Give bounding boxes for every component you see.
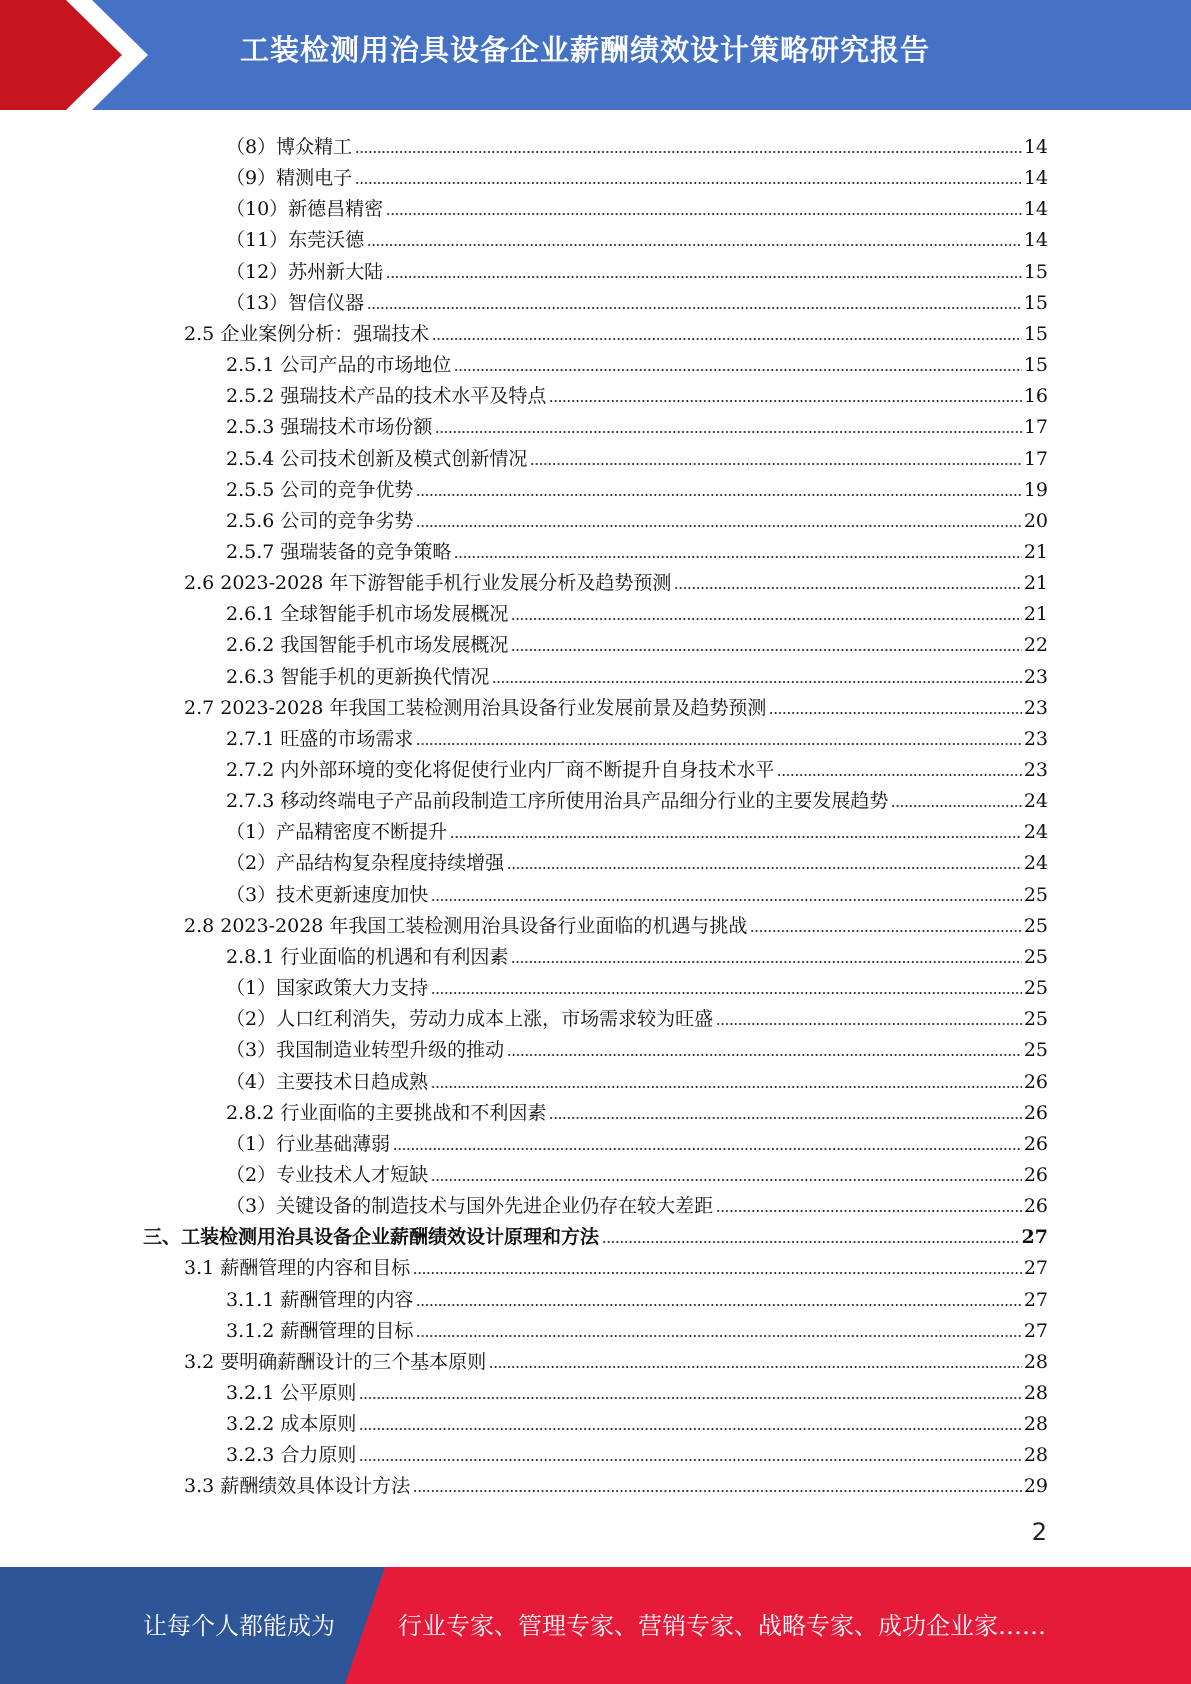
toc-entry-label: （11）东莞沃德 [226,229,365,252]
toc-dot-leader [511,960,1021,964]
toc-entry-label: （13）智信仪器 [226,291,365,314]
toc-dot-leader [431,1085,1022,1089]
toc-entry-label: 3.1.2 薪酬管理的目标 [226,1319,414,1342]
toc-entry-page: 24 [1023,852,1048,875]
toc-entry-page: 27 [1023,1319,1048,1342]
toc-entry[interactable] [226,1000,1048,1031]
toc-entry[interactable] [226,938,1048,969]
toc-entry[interactable] [226,969,1048,1000]
toc-entry-page: 25 [1023,977,1048,1000]
toc-entry-label: 2.7 2023-2028 年我国工装检测用治具设备行业发展前景及趋势预测 [184,696,767,719]
toc-dot-leader [435,430,1021,434]
toc-dot-leader [359,1427,1021,1431]
toc-entry-label: 2.6.3 智能手机的更新换代情况 [226,665,490,688]
toc-dot-leader [507,866,1022,870]
toc-entry[interactable] [184,689,1048,720]
toc-entry[interactable] [226,626,1048,657]
toc-entry[interactable] [226,720,1048,751]
toc-entry[interactable] [226,408,1048,439]
toc-entry[interactable] [226,1063,1048,1094]
toc-entry[interactable] [184,1343,1048,1374]
toc-entry-label: （9）精测电子 [226,167,353,190]
toc-entry-label: （2）专业技术人才短缺 [226,1163,429,1186]
toc-entry-page: 17 [1023,447,1048,470]
toc-dot-leader [750,929,1021,933]
toc-entry[interactable] [226,1125,1048,1156]
toc-dot-leader [454,368,1021,372]
toc-entry-page: 24 [1023,790,1048,813]
report-title: 工装检测用治具设备企业薪酬绩效设计策略研究报告 [240,33,931,67]
toc-entry[interactable] [226,533,1048,564]
toc-entry[interactable] [226,377,1048,408]
page-number: 2 [1031,1518,1047,1546]
toc-entry-page: 15 [1023,354,1048,377]
toc-dot-leader [489,1365,1022,1369]
toc-entry-label: 2.8 2023-2028 年我国工装检测用治具设备行业面临的机遇与挑战 [184,914,748,937]
toc-entry-page: 23 [1023,696,1048,719]
toc-dot-leader [359,1396,1021,1400]
toc-entry[interactable] [184,1249,1048,1280]
toc-entry-label: 2.7.2 内外部环境的变化将促使行业内厂商不断提升自身技术水平 [226,759,775,781]
toc-entry-label: （3）我国制造业转型升级的推动 [226,1039,505,1062]
toc-dot-leader [674,586,1021,590]
toc-entry-page: 26 [1023,1101,1048,1124]
toc-entry-label: 2.5.6 公司的竞争劣势 [226,509,414,532]
toc-entry[interactable] [226,159,1048,190]
toc-dot-leader [413,1271,1022,1275]
toc-dot-leader [386,212,1022,216]
toc-entry-label: 2.6.2 我国智能手机市场发展概况 [226,634,509,657]
toc-dot-leader [450,835,1022,839]
toc-entry[interactable] [226,782,1048,813]
toc-entry[interactable] [184,315,1048,346]
toc-entry-page: 14 [1023,167,1048,190]
toc-dot-leader [716,1209,1022,1213]
toc-entry-page: 26 [1023,1195,1048,1218]
toc-dot-leader [367,306,1022,310]
toc-entry[interactable] [226,1436,1048,1467]
toc-entry-label: 3.2.1 公平原则 [226,1382,357,1404]
toc-entry-page: 22 [1023,634,1048,657]
toc-entry-page: 25 [1023,883,1048,906]
toc-entry-page: 24 [1023,821,1048,844]
toc-entry[interactable] [226,221,1048,252]
toc-entry[interactable] [226,128,1048,159]
toc-entry-label: 2.7.3 移动终端电子产品前段制造工序所使用治具产品细分行业的主要发展趋势 [226,790,889,813]
toc-entry-page: 20 [1023,509,1048,532]
toc-entry-label: 2.5 企业案例分析：强瑞技术 [184,322,430,345]
toc-dot-leader [431,1178,1022,1182]
toc-entry-page: 26 [1023,1070,1048,1093]
toc-entry[interactable] [226,813,1048,844]
toc-dot-leader [416,1303,1021,1307]
toc-entry[interactable] [226,253,1048,284]
toc-dot-leader [367,243,1022,247]
toc-entry[interactable] [226,1187,1048,1218]
toc-entry[interactable] [226,751,1048,782]
toc-entry[interactable] [184,564,1048,595]
footer-slogan-left: 让每个人都能成为 [143,1612,335,1640]
toc-entry-label: （3）技术更新速度加快 [226,883,429,906]
toc-dot-leader [431,991,1022,995]
toc-entry-page: 17 [1023,416,1048,439]
toc-dot-leader [416,742,1021,746]
toc-dot-leader [530,462,1021,466]
toc-entry-label: 2.5.7 强瑞装备的竞争策略 [226,540,452,563]
toc-dot-leader [507,1053,1022,1057]
toc-entry-page: 25 [1023,1008,1048,1031]
toc-entry-label: 三、工装检测用治具设备企业薪酬绩效设计原理和方法 [143,1226,600,1249]
toc-entry-page: 28 [1023,1444,1048,1467]
toc-entry-page: 26 [1023,1163,1048,1186]
page-footer [0,1567,1191,1684]
toc-entry[interactable] [226,844,1048,875]
toc-dot-leader [511,648,1021,652]
toc-entry[interactable] [226,876,1048,907]
toc-entry-label: （4）主要技术日趋成熟 [226,1070,429,1093]
toc-dot-leader [431,898,1022,902]
page-header [0,0,1191,110]
toc-dot-leader [413,1489,1022,1493]
toc-entry[interactable] [226,1405,1048,1436]
toc-entry-label: 2.5.1 公司产品的市场地位 [226,354,452,377]
toc-entry-page: 25 [1023,945,1048,968]
toc-entry[interactable] [226,1094,1048,1125]
toc-entry-label: 3.2 要明确薪酬设计的三个基本原则 [184,1350,487,1373]
toc-entry-page: 25 [1023,914,1048,937]
footer-slogan-right: 行业专家、管理专家、营销专家、战略专家、成功企业家…… [398,1612,1046,1640]
toc-entry-page: 14 [1023,198,1048,221]
toc-entry-label: 2.8.2 行业面临的主要挑战和不利因素 [226,1101,547,1124]
toc-entry-page: 21 [1023,572,1048,595]
toc-entry[interactable] [184,907,1048,938]
toc-entry[interactable] [226,658,1048,689]
toc-entry-page: 27 [1023,1288,1048,1311]
toc-entry-label: 2.8.1 行业面临的机遇和有利因素 [226,945,509,968]
toc-dot-leader [511,617,1021,621]
toc-entry-label: （2）人口红利消失，劳动力成本上涨，市场需求较为旺盛 [226,1008,714,1031]
toc-entry-page: 23 [1023,727,1048,750]
toc-entry-page: 28 [1023,1350,1048,1373]
toc-entry-label: （12）苏州新大陆 [226,260,384,283]
toc-entry-page: 29 [1023,1475,1048,1498]
toc-entry-page: 27 [1021,1226,1048,1249]
toc-entry-page: 15 [1023,291,1048,314]
toc-dot-leader [602,1240,1020,1244]
toc-dot-leader [454,555,1021,559]
toc-dot-leader [416,493,1021,497]
toc-entry-page: 23 [1023,665,1048,688]
toc-entry-label: 2.6 2023-2028 年下游智能手机行业发展分析及趋势预测 [184,572,672,595]
toc-entry-page: 19 [1023,478,1048,501]
toc-entry[interactable] [226,190,1048,221]
toc-entry-label: 2.5.4 公司技术创新及模式创新情况 [226,447,528,470]
toc-entry[interactable] [226,1374,1048,1405]
toc-entry[interactable] [226,502,1048,533]
toc-entry-page: 23 [1023,759,1048,781]
toc-entry-label: 3.3 薪酬绩效具体设计方法 [184,1475,411,1498]
toc-dot-leader [716,1022,1022,1026]
toc-entry-label: （10）新德昌精密 [226,198,384,221]
toc-entry-label: （1）产品精密度不断提升 [226,821,448,844]
toc-entry-page: 21 [1023,603,1048,626]
toc-entry-label: （3）关键设备的制造技术与国外先进企业仍存在较大差距 [226,1195,714,1218]
toc-entry[interactable] [226,346,1048,377]
toc-entry[interactable] [226,440,1048,471]
toc-entry-page: 15 [1023,322,1048,345]
toc-entry-label: 2.5.3 强瑞技术市场份额 [226,416,433,439]
toc-entry-page: 14 [1023,229,1048,252]
toc-entry-page: 14 [1023,136,1048,158]
toc-entry-label: 3.2.3 合力原则 [226,1444,357,1467]
toc-dot-leader [386,275,1022,279]
toc-entry-page: 16 [1023,385,1048,408]
toc-entry[interactable] [226,1031,1048,1062]
toc-dot-leader [891,804,1021,808]
toc-entry-label: 3.1.1 薪酬管理的内容 [226,1288,414,1311]
toc-dot-leader [416,1334,1021,1338]
toc-entry-label: 2.5.5 公司的竞争优势 [226,478,414,501]
toc-entry[interactable] [184,1467,1048,1498]
toc-entry-label: 2.7.1 旺盛的市场需求 [226,727,414,750]
toc-entry-label: （2）产品结构复杂程度持续增强 [226,852,505,875]
toc-entry[interactable] [226,1156,1048,1187]
toc-entry-label: 2.6.1 全球智能手机市场发展概况 [226,603,509,626]
toc-dot-leader [549,399,1021,403]
toc-entry-page: 27 [1023,1257,1048,1280]
toc-dot-leader [549,1116,1021,1120]
toc-entry-label: （1）行业基础薄弱 [226,1132,391,1155]
toc-dot-leader [416,524,1021,528]
toc-entry[interactable] [226,1312,1048,1343]
toc-entry-page: 28 [1023,1382,1048,1404]
toc-entry-page: 28 [1023,1413,1048,1436]
toc-entry-page: 15 [1023,260,1048,283]
toc-entry-page: 21 [1023,540,1048,563]
toc-entry-label: （8）博众精工 [226,136,353,158]
toc-entry[interactable] [226,1281,1048,1312]
toc-entry-label: （1）国家政策大力支持 [226,977,429,1000]
toc-dot-leader [769,711,1021,715]
toc-dot-leader [393,1147,1022,1151]
toc-entry-label: 2.5.2 强瑞技术产品的技术水平及特点 [226,385,547,408]
toc-entry[interactable] [143,1218,1048,1249]
toc-entry-label: 3.1 薪酬管理的内容和目标 [184,1257,411,1280]
toc-entry-page: 26 [1023,1132,1048,1155]
toc-dot-leader [777,773,1021,777]
toc-entry-label: 3.2.2 成本原则 [226,1413,357,1436]
toc-dot-leader [355,181,1022,185]
toc-dot-leader [492,680,1021,684]
toc-dot-leader [432,337,1022,341]
toc-entry[interactable] [226,284,1048,315]
toc-entry[interactable] [226,471,1048,502]
toc-entry[interactable] [226,595,1048,626]
toc-dot-leader [355,150,1022,154]
toc-dot-leader [359,1458,1021,1462]
toc-entry-page: 25 [1023,1039,1048,1062]
